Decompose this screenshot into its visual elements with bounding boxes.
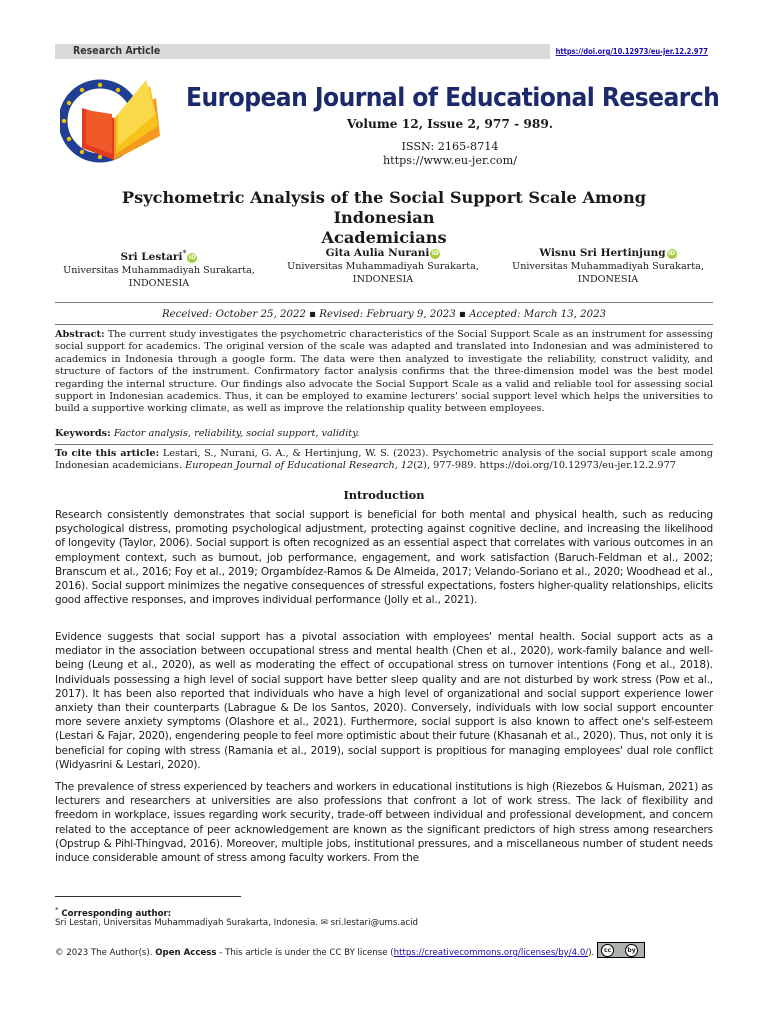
- journal-url[interactable]: https://www.eu-jer.com/: [382, 154, 518, 167]
- keywords-text: Factor analysis, reliability, social support, validity.: [113, 428, 360, 439]
- journal-volume: Volume 12, Issue 2, 977 - 989.: [346, 117, 554, 131]
- orcid-icon[interactable]: iD: [188, 254, 196, 262]
- cite-journal: European Journal of Educational Research, 12: [185, 460, 414, 472]
- license-link[interactable]: https://creativecommons.org/licenses/by/4.0/: [393, 948, 589, 958]
- footnote-label: Corresponding author:: [61, 908, 172, 919]
- article-type-label: Research Article: [73, 45, 161, 57]
- cc-icon: cc: [601, 944, 614, 957]
- top-bar: [55, 44, 711, 59]
- keywords-label: Keywords:: [55, 428, 111, 439]
- article-dates: Received: October 25, 2022 ▪ Revised: February 9, 2023 ▪ Accepted: March 13, 2023: [161, 309, 607, 320]
- license-text-end: ).: [588, 948, 595, 958]
- abstract: [55, 329, 713, 416]
- orcid-icon[interactable]: iD: [431, 250, 439, 257]
- license-text: - This article is under the CC BY license (: [216, 948, 394, 958]
- divider: [55, 302, 713, 303]
- cite-label: To cite this article:: [55, 448, 160, 459]
- section-heading: Introduction: [343, 488, 425, 502]
- author-block-3: [493, 247, 723, 286]
- intro-paragraph-2: Evidence suggests that social support has a pivotal association with employees' mental health. Social support acts as a mediator in the association between occupational stress and mental health (Chen et al., 2020), work-family balance and well-being (Leung et al., 2020), as well as moderating the effect of occupational stress on turnover intentions (Fong et al., 2018). Individuals possessing a high level of social support have better sleep quality and are not disturbed by work stress (Pow et al., 2017). It has been also reported that individuals who have a high level of organizational and social support experience lower anxiety than their counterparts (Labrague & De los Santos, 2020). Conversely, individuals with low social support encounter more severe anxiety symptoms (Olashore et al., 2021). Furthermore, social support is also known to affect one's self-esteem (Lestari & Fajar, 2020), engendering people to feel more optimistic about their future (Khasanah et al., 2020). Thus, not only it is beneficial for coping with stress (Ramania et al., 2019), social support is propitious for managing employees' dual role conflict (Widyasrini & Lestari, 2020).: [55, 631, 713, 771]
- author-block-2: [268, 247, 498, 286]
- citation: [55, 448, 713, 473]
- author-country: INDONESIA: [352, 274, 414, 285]
- divider: [55, 324, 713, 325]
- cc-by-badge[interactable]: [597, 942, 645, 958]
- paper-title-line-1: Psychometric Analysis of the Social Support Scale Among Indonesian: [121, 188, 647, 227]
- journal-issn: ISSN: 2165-8714: [401, 140, 499, 153]
- license-line: [55, 942, 715, 959]
- author-name: Wisnu Sri Hertinjung: [539, 247, 666, 259]
- paper-title-line-2: Academicians: [321, 228, 447, 247]
- author-affiliation: Universitas Muhammadiyah Surakarta,: [512, 261, 704, 272]
- author-country: INDONESIA: [128, 278, 190, 290]
- author-block-1: [44, 247, 274, 290]
- keywords: [55, 428, 713, 440]
- open-access-label: Open Access: [155, 948, 217, 958]
- email-address[interactable]: sri.lestari@ums.acid: [330, 918, 418, 928]
- orcid-icon[interactable]: iD: [668, 250, 676, 257]
- footnote-rule: [55, 896, 241, 897]
- divider: [55, 444, 713, 445]
- author-affiliation: Universitas Muhammadiyah Surakarta,: [63, 265, 255, 277]
- intro-paragraph-1: Research consistently demonstrates that social support is beneficial for both mental and physical health, such as reducing psychological distress, promoting psychological adjustment, protecting against cognitive decline, and increasing the likelihood of longevity (Taylor, 2006). Social support is often recognized as an essential aspect that correlates with various outcomes in an employment context, such as burnout, job performance, engagement, and work satisfaction (Baruch-Feldman et al., 2002; Branscum et al., 2016; Foy et al., 2019; Orgambídez-Ramos & De Almeida, 2017; Velando-Soriano et al., 2020; Woodhead et al., 2016). Social support minimizes the negative consequences of stressful expectations, fosters higher-quality relationships, elicits good affective responses, and improves individual performance (Jolly et al., 2021).: [55, 509, 713, 607]
- journal-title: European Journal of Educational Research: [186, 83, 720, 113]
- intro-paragraph-3: The prevalence of stress experienced by teachers and workers in educational institutions is high (Riezebos & Huisman, 2021) as lecturers and researchers at universities are also professions that confront a lot of work stress. The lack of flexibility and freedom in workplace, issues regarding work security, trade-off between individual and professional development, and concern related to the acceptance of peer acknowledgement are known as the significant predictors of high stress among researchers (Opstrup & Pihl-Thingvad, 2016). Moreover, multiple jobs, institutional pressures, and a miscellaneous number of student needs induce considerable amount of stress among faculty workers. From the: [55, 781, 713, 865]
- author-affiliation: Universitas Muhammadiyah Surakarta,: [287, 261, 479, 272]
- corresponding-mark: *: [182, 249, 187, 258]
- author-name: Sri Lestari: [120, 251, 183, 264]
- cite-text-2: (2), 977-989. https://doi.org/10.12973/eu-jer.12.2.977: [413, 460, 676, 472]
- abstract-text: The current study investigates the psychometric characteristics of the Social Support Scale as an instrument for assessing social support for academics. The original version of the scale was adapted and translated into Indonesian and was administered to academics in Indonesia through a google form. The data were then analyzed to investigate the reliability, construct validity, and structure of factors of the instrument. Confirmatory factor analysis confirms that the three-dimension model was the best model regarding the internal structure. Our findings also advocate the Social Support Scale as a valid and reliable tool for assessing social support in Indonesian academics. Thus, it can be employed to examine lecturers' social support level which helps the universities to build a supportive working climate, as well as improve the relationship quality between employees.: [55, 329, 713, 415]
- footnote-text: Sri Lestari, Universitas Muhammadiyah Surakarta, Indonesia.: [55, 918, 318, 928]
- abstract-label: Abstract:: [55, 329, 105, 340]
- author-country: INDONESIA: [577, 274, 639, 285]
- footnote-mark: *: [55, 905, 59, 914]
- by-icon: by: [625, 944, 638, 957]
- cite-text: Lestari, S., Nurani, G. A., & Hertinjung, W. S. (2023). Psychometric analysis of the social support scale among Indonesian academicians.: [55, 448, 713, 472]
- corresponding-author-details: [55, 917, 715, 929]
- mail-icon: ✉: [320, 918, 328, 928]
- copyright-text: © 2023 The Author(s).: [55, 948, 153, 958]
- journal-logo: [60, 74, 176, 168]
- doi-link[interactable]: https://doi.org/10.12973/eu-jer.12.2.977: [550, 44, 711, 59]
- paper-title: [70, 188, 698, 248]
- author-name: Gita Aulia Nurani: [325, 247, 430, 259]
